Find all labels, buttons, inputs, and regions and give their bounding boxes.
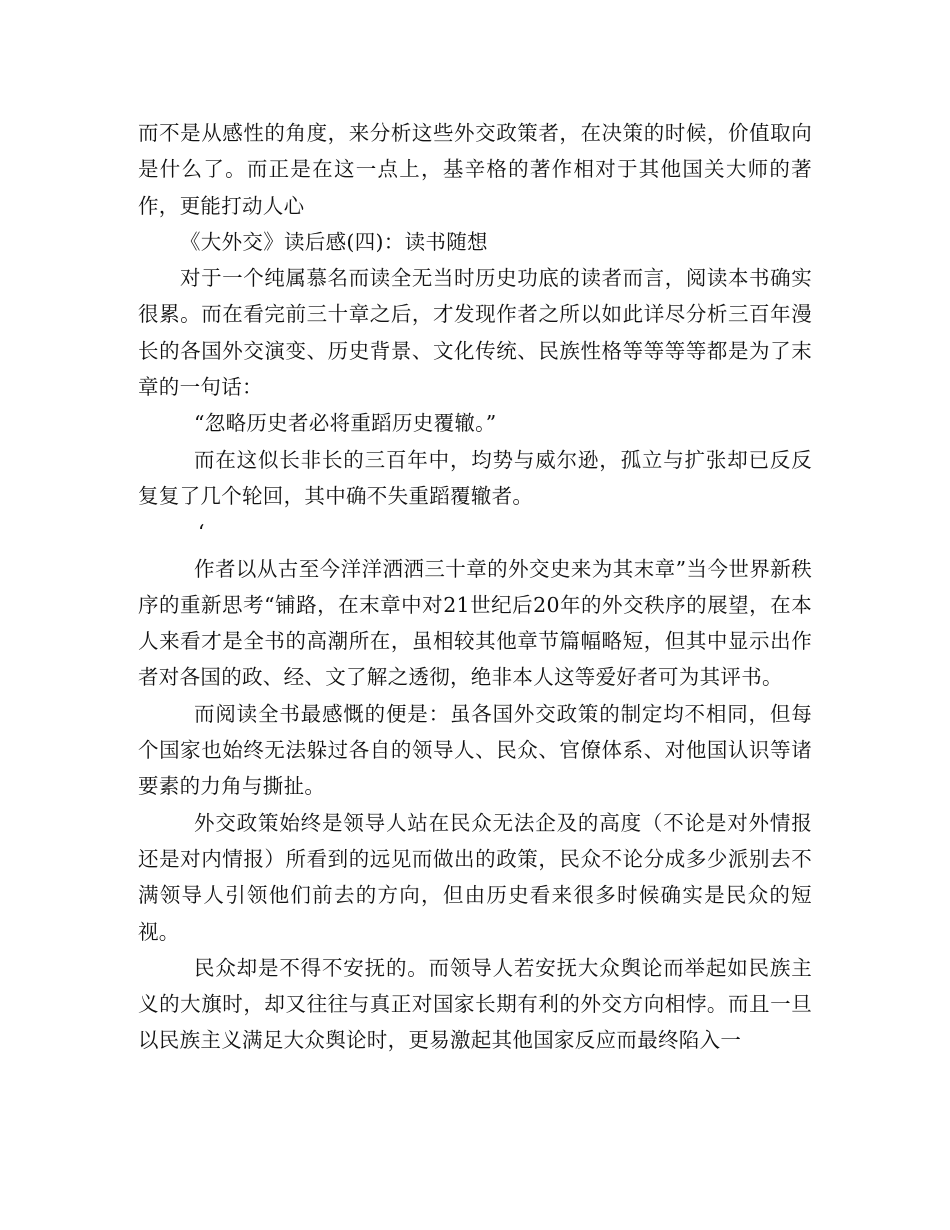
section-title: 《大外交》读后感(四)：读书随想 (180, 229, 488, 254)
stray-quote-mark: ‘ (198, 520, 205, 545)
paragraph-foreign-policy: 外交政策始终是领导人站在民众无法企及的高度（不论是对外情报还是对内情报）所看到的远见而做出的政策，民众不论分成多少派别去不满领导人引领他们前去的方向，但由历史看来很多时候确实是民众的短视。 (138, 810, 812, 944)
paragraph-balance: 而在这似长非长的三百年中，均势与威尔逊，孤立与扩张却已反反复复了几个轮回，其中确不失重蹈覆辙者。 (138, 447, 812, 508)
document-page (138, 115, 812, 1059)
paragraph-public-opinion: 民众却是不得不安抚的。而领导人若安抚大众舆论而举起如民族主义的大旗时，却又往往与真正对国家长期有利的外交方向相悖。而且一旦以民族主义满足大众舆论时，更易激起其他国家反应而最终陷入一 (138, 955, 812, 1053)
quote-line: “忽略历史者必将重蹈历史覆辙。” (194, 411, 497, 436)
paragraph-final-chapter: 作者以从古至今洋洋洒洒三十章的外交史来为其末章”当今世界新秩序的重新思考“铺路，在末章中对21世纪后20年的外交秩序的展望，在本人来看才是全书的高潮所在，虽相较其他章节篇幅略短，但其中显示出作者对各国的政、经、文了解之透彻，绝非本人这等爱好者可为其评书。 (138, 556, 812, 690)
paragraph-intro: 对于一个纯属慕名而读全无当时历史功底的读者而言，阅读本书确实很累。而在看完前三十章之后，才发现作者之所以如此详尽分析三百年漫长的各国外交演变、历史背景、文化传统、民族性格等等等等都是为了末章的一句话： (138, 266, 812, 400)
paragraph-continuation: 而不是从感性的角度，来分析这些外交政策者，在决策的时候，价值取向是什么了。而正是在这一点上，基辛格的著作相对于其他国关大师的著作，更能打动人心 (138, 121, 812, 218)
paragraph-reflection: 而阅读全书最感慨的便是：虽各国外交政策的制定均不相同，但每个国家也始终无法躲过各自的领导人、民众、官僚体系、对他国认识等诸要素的力角与撕扯。 (138, 701, 812, 799)
